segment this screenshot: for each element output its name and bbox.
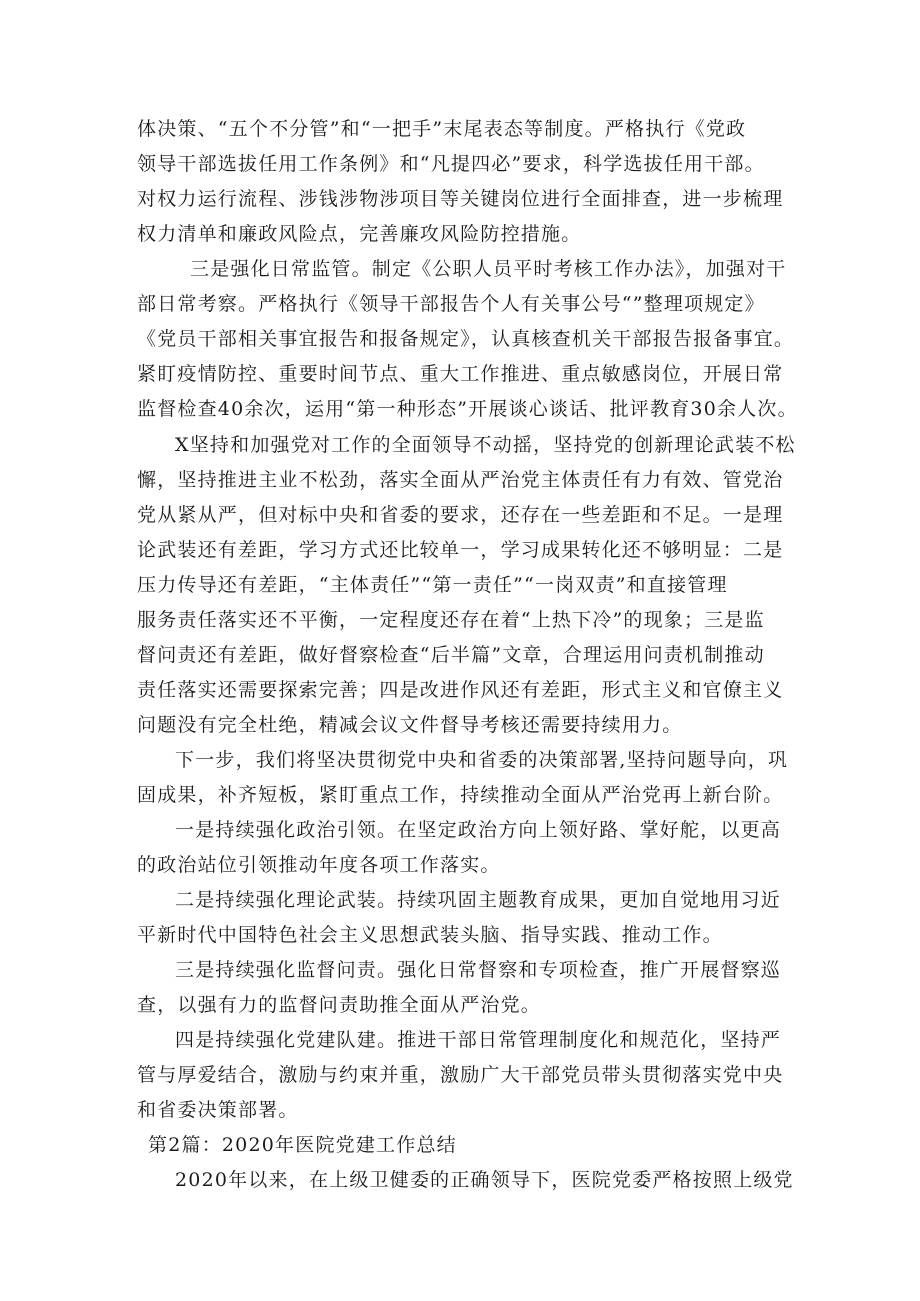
line-text: 督问责还有差距，做好督察检查“后半篇”文章，合理运用问责机制推动	[137, 644, 765, 666]
section-heading	[0, 1128, 920, 1162]
line-text: 问题没有完全杜绝，精减会议文件督导考核还需要持续用力。	[137, 714, 683, 736]
text-line	[0, 357, 920, 391]
text-line	[0, 428, 920, 462]
line-text: 权力清单和廉政风险点，完善廉攻风险防控措施。	[137, 223, 582, 245]
line-text: 查，以强有力的监督问责助推全面从严治党。	[137, 994, 542, 1016]
text-line	[0, 182, 920, 216]
line-text: 2020年以来，在上级卫健委的正确领导下，医院党委严格按照上级党	[175, 1169, 794, 1191]
line-text: 和省委决策部署。	[137, 1099, 299, 1121]
text-line	[0, 603, 920, 637]
line-text: 三是持续强化监督问责。强化日常督察和专项检查，推广开展督察巡	[175, 959, 782, 981]
text-line	[0, 708, 920, 742]
line-text: X坚持和加强党对工作的全面领导不动摇，坚持党的创新理论武装不松	[175, 434, 796, 456]
line-text: 一是持续强化政治引领。在坚定政治方向上领好路、掌好舵，以更高	[175, 819, 782, 841]
text-line	[0, 1163, 920, 1197]
line-text: 《党员干部相关事宜报告和报备规定》，认真核查机关干部报告报备事宜。	[137, 328, 795, 350]
line-text: 监督检查40余次，运用“第一种形态”开展谈心谈话、批评教育30余人次。	[137, 398, 798, 420]
line-text: 对权力运行流程、涉钱涉物涉项目等关键岗位进行全面排查，进一步梳理	[137, 188, 784, 210]
line-text: 论武装还有差距，学习方式还比较单一，学习成果转化还不够明显：二是	[137, 539, 784, 561]
text-line	[0, 953, 920, 987]
line-text: 管与厚爱结合，激励与约束并重，激励广大干部党员带头贯彻落实党中央	[137, 1064, 784, 1086]
line-text: 体决策、“五个不分管”和“一把手”末尾表态等制度。严格执行《党政	[137, 118, 747, 140]
line-text: 懈，坚持推进主业不松劲，落实全面从严治党主体责任有力有效、管党治	[137, 469, 784, 491]
text-line	[0, 988, 920, 1022]
line-text: 服务责任落实还不平衡，一定程度还存在着“上热下冷”的现象；三是监	[137, 609, 765, 631]
text-line	[0, 322, 920, 356]
text-line	[0, 147, 920, 181]
line-text: 下一步，我们将坚决贯彻党中央和省委的决策部署,坚持问题导向，巩	[175, 749, 789, 771]
heading-text: 第2篇：2020年医院党建工作总结	[148, 1134, 457, 1156]
text-line	[0, 533, 920, 567]
text-line	[0, 638, 920, 672]
text-line	[0, 848, 920, 882]
text-line	[0, 463, 920, 497]
text-line	[0, 252, 920, 286]
text-line	[0, 1093, 920, 1127]
line-text: 压力传导还有差距，“主体责任”“第一责任”“一岗双责”和直接管理	[137, 574, 728, 596]
line-text: 三是强化日常监管。制定《公职人员平时考核工作办法》，加强对干	[190, 258, 787, 280]
text-line	[0, 743, 920, 777]
text-line	[0, 112, 920, 146]
text-line	[0, 1058, 920, 1092]
text-line	[0, 883, 920, 917]
line-text: 四是持续强化党建队建。推进干部日常管理制度化和规范化，坚持严	[175, 1029, 782, 1051]
text-line	[0, 918, 920, 952]
line-text: 领导干部选拔任用工作条例》和“凡提四必”要求，科学选拔任用干部。	[137, 153, 765, 175]
line-text: 平新时代中国特色社会主义思想武装头脑、指导实践、推动工作。	[137, 924, 723, 946]
text-line	[0, 287, 920, 321]
text-line	[0, 813, 920, 847]
line-text: 责任落实还需要探索完善；四是改进作风还有差距，形式主义和官僚主义	[137, 679, 784, 701]
line-text: 固成果，补齐短板，紧盯重点工作，持续推动全面从严治党再上新台阶。	[137, 784, 784, 806]
text-line	[0, 1023, 920, 1057]
line-text: 二是持续强化理论武装。持续巩固主题教育成果，更加自觉地用习近	[175, 889, 782, 911]
line-text: 的政治站位引领推动年度各项工作落实。	[137, 854, 501, 876]
line-text: 紧盯疫情防控、重要时间节点、重大工作推进、重点敏感岗位，开展日常	[137, 363, 784, 385]
text-line	[0, 217, 920, 251]
line-text: 党从紧从严，但对标中央和省委的要求，还存在一些差距和不足。一是理	[137, 504, 784, 526]
text-line	[0, 392, 920, 426]
text-line	[0, 568, 920, 602]
text-line	[0, 673, 920, 707]
text-line	[0, 498, 920, 532]
line-text: 部日常考察。严格执行《领导干部报告个人有关事公号“”整理项规定》	[137, 293, 765, 315]
text-line	[0, 778, 920, 812]
